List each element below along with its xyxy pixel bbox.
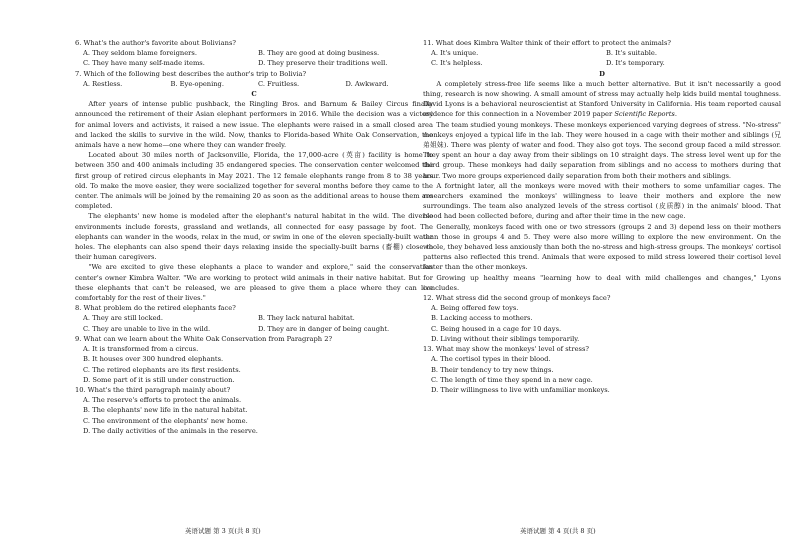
option: C. Fruitless. [258, 79, 300, 88]
option: D. Living without their siblings temporarily. [431, 334, 580, 343]
question-9-stem: 9. What can we learn about the White Oak Conservation from Paragraph 2? [75, 334, 333, 343]
option: A. The cortisol types in their blood. [431, 355, 551, 364]
question-6-options-row-1 [75, 48, 433, 58]
question-8-options-row-2 [75, 324, 433, 334]
page-footer-right: 英语试题 第 4 页(共 8 页) [520, 527, 596, 535]
question-11-options-row-2 [423, 58, 781, 68]
option: B. The elephants' new life in the natural habitat. [83, 406, 248, 415]
passage-paragraph: "We are excited to give these elephants a place to wander and explore," said the conservation center's owner Kimbra Walter. "We are working to protect wild animals in their native habitat. But for these elephants that can't be released, we are pleased to give them a place where they can live comfortably for the rest of their lives." [75, 263, 433, 303]
passage-paragraph: The elephants' new home is modeled after the elephant's natural habitat in the wild. The diverse environments include forests, grassland and wetlands, all connected for easy passage by foot. The elephants can wander in the woods, relax in the mud, or swim in one of the eleven specially-built water holes. The elephants can also spend their days relaxing inside the specially-built barns (畜棚) close to their human caregivers. [75, 212, 433, 262]
question-11-stem: 11. What does Kimbra Walter think of their effort to protect the animals? [423, 39, 671, 47]
option: D. Awkward. [345, 79, 389, 88]
option: C. The retired elephants are its first residents. [83, 365, 241, 374]
passage-paragraph: After years of intense public pushback, the Ringling Bros. and Barnum & Bailey Circus finally announced the retirement of their Asian elephant performers in 2016. While the decision was a victory for animal lovers and activists, it raised a new issue. The elephants were raised in a small closed area and lacked the skills to survive in the wild. Now, thanks to Florida-based White Oak Conservation, the animals have a new home—one where they can wander freely. [75, 100, 433, 150]
question-7-options [75, 79, 433, 89]
option: D. It's temporary. [606, 59, 665, 68]
question-8-options-row-1 [75, 313, 433, 323]
section-heading-c: C [251, 90, 257, 99]
option: B. Eye-opening. [170, 79, 224, 88]
option: C. They are unable to live in the wild. [83, 324, 211, 333]
question-11-options-row-1 [423, 48, 781, 58]
passage-paragraph: A fortnight later, all the monkeys were moved with their mothers to some unfamiliar cages. The researchers examined the monkeys' willingness to leave their mothers and explore the new surroundings. The team also analyzed levels of the stress cortisol (皮质醇) in the animals' blood. That blood had been collected before, during and after their time in the new cage. [423, 181, 781, 221]
option: A. It is transformed from a circus. [83, 345, 199, 354]
option: A. The reserve's efforts to protect the animals. [83, 396, 242, 405]
option: C. The environment of the elephants' new home. [83, 416, 248, 425]
option: B. They lack natural habitat. [258, 314, 355, 323]
option: D. The daily activities of the animals in the reserve. [83, 426, 258, 435]
paragraph-text: A completely stress-free life seems like a much better alternative. But it isn't necessarily a good thing, research is now showing. A small amount of stress may actually help kids build mental toughness. David Lyons is a behavioral neuroscientist at Stanford University in California. His team reported causal evidence for this connection in a November 2019 paper [423, 79, 781, 119]
paragraph-end: . [674, 110, 677, 119]
option: D. They preserve their traditions well. [258, 59, 388, 68]
question-6-stem: 6. What's the author's favorite about Bolivians? [75, 39, 236, 47]
question-12-stem: 12. What stress did the second group of monkeys face? [423, 294, 611, 303]
passage-paragraph: Growing up healthy means "learning how to deal with mild challenges and changes," Lyons concludes. [423, 273, 781, 292]
option: C. It's helpless. [431, 59, 483, 68]
question-10-stem: 10. What's the third paragraph mainly about? [75, 385, 231, 394]
option: C. They have many self-made items. [83, 59, 205, 68]
option: C. The length of time they spend in a new cage. [431, 375, 593, 384]
question-6-options-row-2 [75, 58, 433, 68]
option: A. It's unique. [431, 49, 479, 58]
passage-paragraph [423, 79, 781, 120]
option: C. Being housed in a cage for 10 days. [431, 324, 562, 333]
passage-paragraph: The team studied young monkeys. These monkeys experienced varying degrees of stress. "No-stress" monkeys enjoyed a typical life in the lab. They were housed in a cage with their mother and siblings (兄弟姐妹). There was plenty of water and food. They also got toys. The second group faced a mild stressor. They spent an hour a day away from their siblings on 10 straight days. The stress level went up for the third group. These monkeys had daily separation from siblings and no access to mothers during that hour. Two more groups experienced daily separation from both their mothers and siblings. [423, 120, 781, 180]
option: B. It's suitable. [606, 49, 657, 58]
option: B. They are good at doing business. [258, 49, 380, 58]
passage-paragraph: Located about 30 miles north of Jacksonville, Florida, the 17,000-acre (英亩) facility is home to between 350 and 400 animals including 35 endangered species. The conservation center welcomed the first group of retired circus elephants in May 2021. The 12 female elephants range from 8 to 38 years old. To make the move easier, they were socialized together for several months before they came to the center. The animals will be joined by the remaining 20 as soon as the additional areas to house them are completed. [75, 151, 433, 211]
right-page [423, 38, 781, 395]
section-heading-d: D [599, 69, 605, 78]
left-page [75, 38, 433, 436]
question-8-stem: 8. What problem do the retired elephants face? [75, 304, 236, 313]
option: B. Their tendency to try new things. [431, 365, 554, 374]
question-7-stem: 7. Which of the following best describes the author's trip to Bolivia? [75, 69, 307, 78]
option: A. They are still locked. [83, 314, 163, 323]
option: A. Restless. [83, 79, 123, 88]
journal-title: Scientific Reports [614, 110, 675, 119]
option: B. It houses over 300 hundred elephants. [83, 355, 224, 364]
passage-paragraph: Generally, monkeys faced with one or two stressors (groups 2 and 3) depend less on their mothers than those in groups 4 and 5. They were also more willing to explore the new environment. On the whole, they behaved less anxiously than both the no-stress and high-stress groups. The monkeys' cortisol patterns also reflected this trend. Animals that were exposed to mild stress lowered their cortisol level faster than the other monkeys. [423, 222, 781, 272]
page-footer-left: 英语试题 第 3 页(共 8 页) [185, 527, 261, 535]
option: D. They are in danger of being caught. [258, 324, 390, 333]
option: B. Lacking access to mothers. [431, 314, 533, 323]
option: D. Some part of it is still under construction. [83, 375, 235, 384]
option: D. Their willingness to live with unfamiliar monkeys. [431, 385, 610, 394]
option: A. They seldom blame foreigners. [83, 49, 197, 58]
option: A. Being offered few toys. [431, 304, 519, 313]
question-13-stem: 13. What may show the monkeys' level of stress? [423, 345, 589, 354]
